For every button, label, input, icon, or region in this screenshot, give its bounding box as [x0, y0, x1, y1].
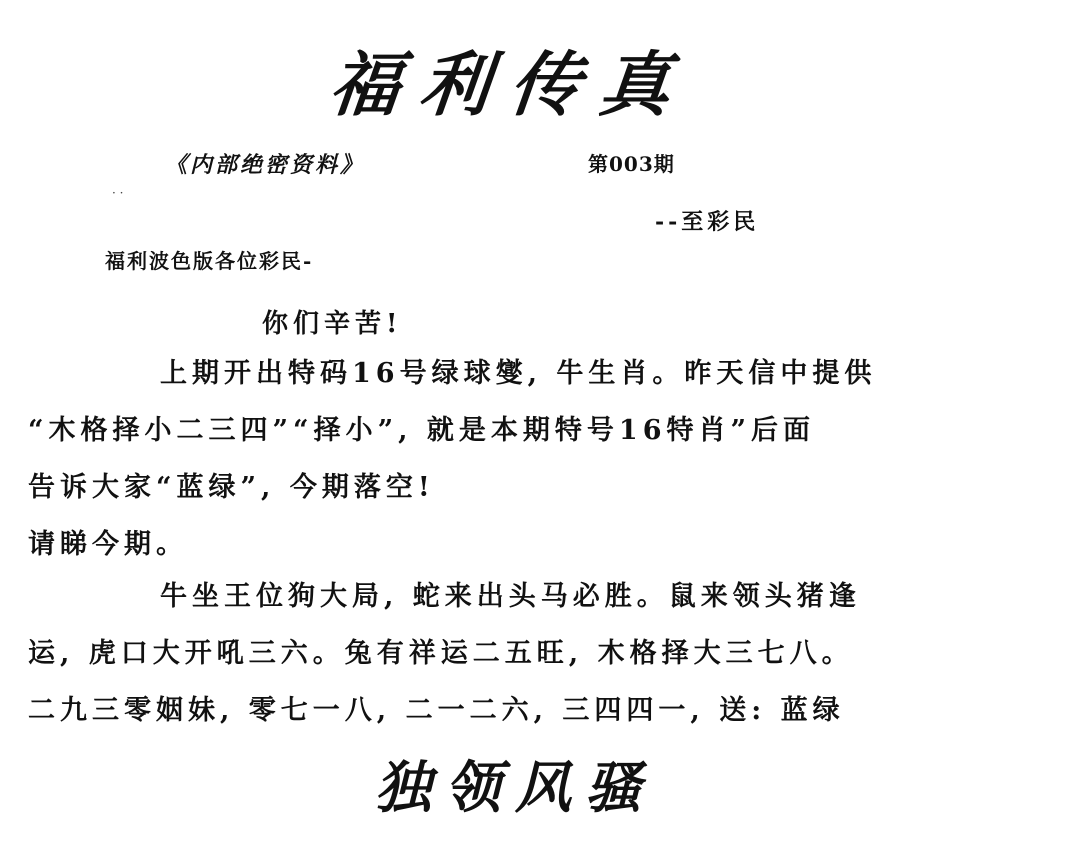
- document-title: 福利传真: [325, 43, 695, 126]
- signature-line: --至彩民: [655, 209, 760, 235]
- paragraph-line: 运, 虎口大开吼三六。兔有祥运二五旺, 木格择大三七八。: [28, 638, 854, 669]
- greeting: 你们辛苦!: [262, 309, 403, 339]
- issue-number: 第003期: [588, 152, 675, 176]
- paragraph-line: “木格择小二三四”“择小”, 就是本期特号16特肖”后面: [28, 415, 816, 446]
- paragraph-line: 告诉大家“蓝绿”, 今期落空!: [28, 472, 435, 503]
- paragraph-previous-issue: [28, 345, 1073, 573]
- stray-dots: · ·: [112, 186, 124, 200]
- paragraph-poem: [28, 568, 1073, 739]
- document-subtitle: 《内部绝密资料》: [165, 152, 366, 178]
- paragraph-line-request: 请睇今期。: [28, 529, 188, 560]
- closing-title: 独领风骚: [375, 755, 655, 821]
- salutation: 福利波色版各位彩民-: [105, 249, 314, 273]
- paragraph-line: 上期开出特码16号绿球燮, 牛生肖。昨天信中提供: [160, 358, 877, 389]
- paragraph-line: 二九三零姻妹, 零七一八, 二一二六, 三四四一, 送: 蓝绿: [28, 695, 845, 726]
- paragraph-line: 牛坐王位狗大局, 蛇来出头马必胜。鼠来领头猪逢: [160, 581, 861, 612]
